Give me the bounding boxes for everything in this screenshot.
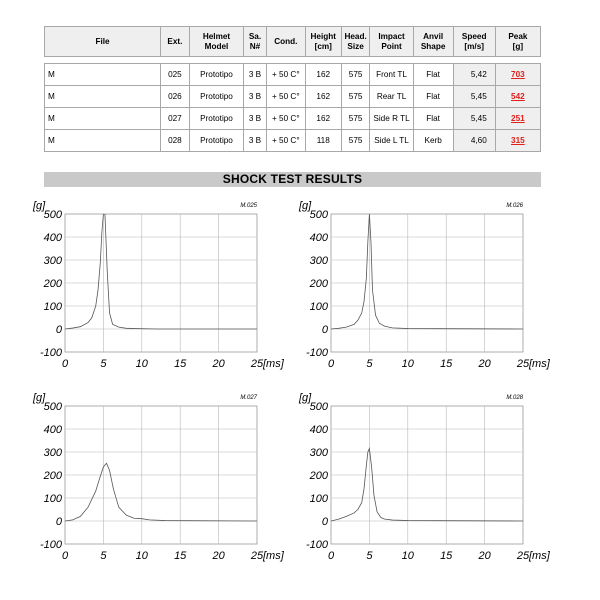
- y-tick-label: -100: [305, 539, 328, 551]
- cell-file: M: [45, 86, 161, 108]
- y-tick-label: 100: [43, 493, 62, 505]
- y-tick-label: 300: [43, 255, 62, 267]
- y-tick-label: 500: [43, 209, 62, 221]
- x-tick-label: 25: [516, 550, 530, 562]
- cell-head-size: 575: [341, 86, 370, 108]
- x-tick-label: 25: [516, 358, 530, 370]
- chart-title: M.028: [506, 395, 523, 401]
- cell-anvil-shape: Flat: [413, 86, 453, 108]
- cell-file: M: [45, 130, 161, 152]
- y-axis-label: [g]: [299, 200, 312, 212]
- cell-impact-point: Side R TL: [370, 108, 413, 130]
- cell-sample-number: 3 B: [244, 64, 267, 86]
- table-row: [45, 130, 541, 152]
- chart-m025: [30, 192, 330, 377]
- peak-value: 315: [511, 136, 525, 145]
- header-peak: Peak [g]: [495, 27, 540, 57]
- cell-anvil-shape: Flat: [413, 108, 453, 130]
- header-helmet-model: Helmet Model: [189, 27, 243, 57]
- x-tick-label: 20: [478, 358, 491, 370]
- chart-m028: [296, 384, 596, 569]
- chart-title: M.026: [506, 203, 523, 209]
- cell-sample-number: 3 B: [244, 108, 267, 130]
- cell-height: 118: [305, 130, 341, 152]
- cell-ext: 027: [161, 108, 190, 130]
- cell-head-size: 575: [341, 108, 370, 130]
- cell-file: M: [45, 64, 161, 86]
- x-tick-label: 5: [366, 358, 373, 370]
- y-tick-label: 200: [309, 278, 328, 290]
- cell-ext: 028: [161, 130, 190, 152]
- x-tick-label: 15: [174, 358, 187, 370]
- y-tick-label: 200: [309, 470, 328, 482]
- y-axis-label: [g]: [299, 392, 312, 404]
- cell-speed: 4,60: [453, 130, 495, 152]
- y-tick-label: 0: [321, 516, 328, 528]
- section-title: SHOCK TEST RESULTS: [44, 172, 541, 187]
- x-tick-label: 25: [250, 358, 264, 370]
- table-row: [45, 64, 541, 86]
- cell-condition: + 50 C°: [266, 86, 305, 108]
- chart-title: M.025: [240, 203, 257, 209]
- header-speed: Speed [m/s]: [453, 27, 495, 57]
- peak-value: 251: [511, 114, 525, 123]
- cell-peak: [495, 130, 540, 152]
- table-row: [45, 108, 541, 130]
- header-impact-point: Impact Point: [370, 27, 413, 57]
- cell-height: 162: [305, 64, 341, 86]
- y-tick-label: 500: [309, 209, 328, 221]
- x-tick-label: 10: [401, 550, 414, 562]
- header-file: File: [45, 27, 161, 57]
- x-axis-label: [ms]: [529, 550, 550, 562]
- header-ext: Ext.: [161, 27, 190, 57]
- cell-peak: [495, 86, 540, 108]
- cell-sample-number: 3 B: [244, 86, 267, 108]
- y-tick-label: -100: [39, 539, 62, 551]
- y-axis-label: [g]: [33, 200, 46, 212]
- cell-height: 162: [305, 86, 341, 108]
- cell-sample-number: 3 B: [244, 130, 267, 152]
- results-table: [44, 26, 541, 152]
- x-tick-label: 5: [366, 550, 373, 562]
- chart-title: M.027: [240, 395, 257, 401]
- x-tick-label: 5: [100, 358, 107, 370]
- cell-anvil-shape: Kerb: [413, 130, 453, 152]
- header-height: Height [cm]: [305, 27, 341, 57]
- cell-helmet-model: Prototipo: [189, 108, 243, 130]
- y-tick-label: 400: [43, 232, 62, 244]
- cell-height: 162: [305, 108, 341, 130]
- cell-speed: 5,42: [453, 64, 495, 86]
- cell-head-size: 575: [341, 130, 370, 152]
- cell-impact-point: Rear TL: [370, 86, 413, 108]
- x-tick-label: 10: [135, 550, 148, 562]
- cell-speed: 5,45: [453, 86, 495, 108]
- x-tick-label: 15: [440, 358, 453, 370]
- x-tick-label: 20: [212, 358, 225, 370]
- y-tick-label: 300: [43, 447, 62, 459]
- cell-condition: + 50 C°: [266, 130, 305, 152]
- y-tick-label: 500: [309, 401, 328, 413]
- cell-file: M: [45, 108, 161, 130]
- cell-peak: [495, 64, 540, 86]
- y-tick-label: -100: [305, 347, 328, 359]
- x-axis-label: [ms]: [263, 550, 284, 562]
- cell-impact-point: Front TL: [370, 64, 413, 86]
- cell-ext: 026: [161, 86, 190, 108]
- x-tick-label: 15: [440, 550, 453, 562]
- cell-condition: + 50 C°: [266, 108, 305, 130]
- cell-helmet-model: Prototipo: [189, 86, 243, 108]
- table-row: [45, 86, 541, 108]
- y-tick-label: 0: [55, 324, 62, 336]
- peak-value: 703: [511, 70, 525, 79]
- y-tick-label: -100: [39, 347, 62, 359]
- x-tick-label: 5: [100, 550, 107, 562]
- x-tick-label: 0: [61, 550, 69, 562]
- x-tick-label: 15: [174, 550, 187, 562]
- y-tick-label: 0: [321, 324, 328, 336]
- x-tick-label: 0: [327, 550, 335, 562]
- x-tick-label: 10: [135, 358, 148, 370]
- header-condition: Cond.: [266, 27, 305, 57]
- y-axis-label: [g]: [33, 392, 46, 404]
- y-tick-label: 0: [55, 516, 62, 528]
- header-sample-number: Sa. N#: [244, 27, 267, 57]
- x-axis-label: [ms]: [263, 358, 284, 370]
- x-tick-label: 10: [401, 358, 414, 370]
- peak-value: 542: [511, 92, 525, 101]
- cell-anvil-shape: Flat: [413, 64, 453, 86]
- y-tick-label: 100: [43, 301, 62, 313]
- header-head-size: Head. Size: [341, 27, 370, 57]
- cell-ext: 025: [161, 64, 190, 86]
- y-tick-label: 200: [43, 470, 62, 482]
- cell-impact-point: Side L TL: [370, 130, 413, 152]
- cell-helmet-model: Prototipo: [189, 130, 243, 152]
- x-tick-label: 20: [212, 550, 225, 562]
- cell-helmet-model: Prototipo: [189, 64, 243, 86]
- cell-condition: + 50 C°: [266, 64, 305, 86]
- y-tick-label: 200: [43, 278, 62, 290]
- header-anvil-shape: Anvil Shape: [413, 27, 453, 57]
- y-tick-label: 300: [309, 447, 328, 459]
- chart-m026: [296, 192, 596, 377]
- cell-head-size: 575: [341, 64, 370, 86]
- x-axis-label: [ms]: [529, 358, 550, 370]
- chart-m027: [30, 384, 330, 569]
- cell-peak: [495, 108, 540, 130]
- table-header-row: [45, 27, 541, 57]
- x-tick-label: 0: [327, 358, 335, 370]
- y-tick-label: 400: [309, 424, 328, 436]
- y-tick-label: 100: [309, 301, 328, 313]
- x-tick-label: 25: [250, 550, 264, 562]
- y-tick-label: 400: [309, 232, 328, 244]
- y-tick-label: 300: [309, 255, 328, 267]
- cell-speed: 5,45: [453, 108, 495, 130]
- y-tick-label: 400: [43, 424, 62, 436]
- x-tick-label: 20: [478, 550, 491, 562]
- y-tick-label: 500: [43, 401, 62, 413]
- y-tick-label: 100: [309, 493, 328, 505]
- x-tick-label: 0: [61, 358, 69, 370]
